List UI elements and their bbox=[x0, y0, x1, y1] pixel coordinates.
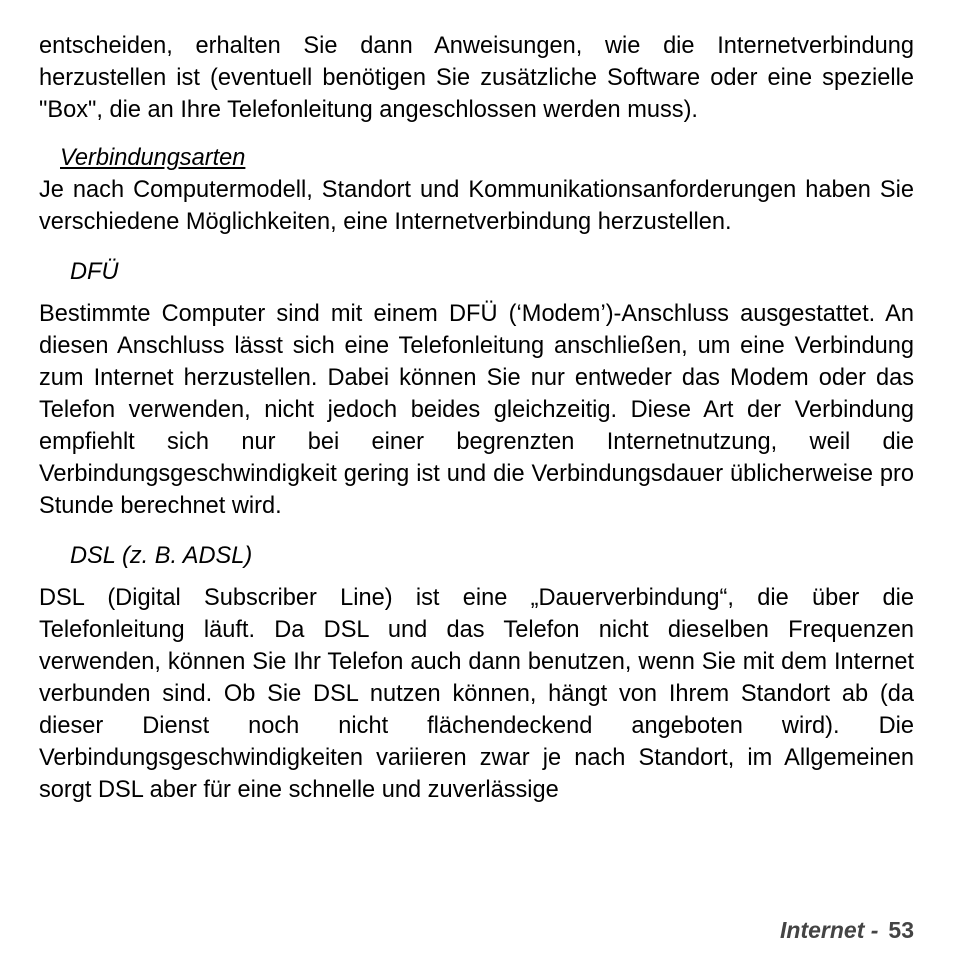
heading-dsl: DSL (z. B. ADSL) bbox=[70, 543, 253, 569]
footer-section-title: Internet - bbox=[780, 917, 879, 943]
dsl-paragraph: DSL (Digital Subscriber Line) ist eine „Dauerverbindung“, die über die Telefonleitung läuft. Da DSL und das Telefon nicht dieselben Frequenzen verwenden, können Sie Ihr Telefon auch dann benutzen, wenn Sie mit dem Internet verbunden sind. Ob Sie DSL nutzen können, hängt von Ihrem Standort ab (da dieser Dienst noch nicht flächendeckend angeboten wird). Die Verbindungsgeschwindigkeiten variieren zwar je nach Standort, im Allgemeinen sorgt DSL aber für eine schnelle und zuverlässige bbox=[39, 585, 914, 803]
heading-verbindungsarten bbox=[60, 142, 914, 174]
heading-dfue: DFÜ bbox=[70, 259, 119, 285]
intro-paragraph: entscheiden, erhalten Sie dann Anweisungen, wie die Internetverbindung herzustellen ist (eventuell benötigen Sie zusätzliche Software oder eine spezielle "Box", die an Ihre Telefonleitung angeschlossen werden muss). bbox=[39, 33, 914, 123]
page-content bbox=[39, 30, 914, 806]
dfue-paragraph: Bestimmte Computer sind mit einem DFÜ (‘Modem’)-Anschluss ausgestattet. An diesen Anschluss lässt sich eine Telefonleitung anschließen, um eine Verbindung zum Internet herzustellen. Dabei können Sie nur entweder das Modem oder das Telefon verwenden, nicht jedoch beides gleichzeitig. Diese Art der Verbindung empfiehlt sich nur bei einer begrenzten Internetnutzung, weil die Verbindungsgeschwindigkeit gering ist und die Verbindungsdauer üblicherweise pro Stunde berechnet wird. bbox=[39, 301, 914, 519]
page-number: 53 bbox=[888, 917, 914, 943]
verbindungsarten-paragraph: Je nach Computermodell, Standort und Kommunikationsanforderungen haben Sie verschiedene Möglichkeiten, eine Internetverbindung herzustellen. bbox=[39, 177, 914, 235]
page-footer bbox=[780, 914, 914, 946]
heading-verbindungsarten-text: Verbindungsarten bbox=[60, 145, 246, 171]
